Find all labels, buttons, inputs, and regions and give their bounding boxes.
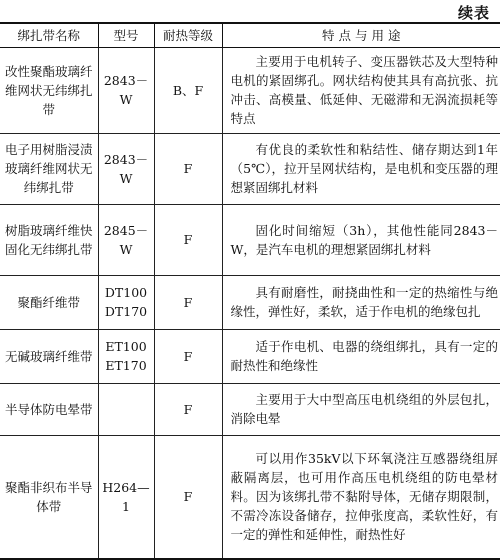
- cell-feature: 主要用于大中型高压电机绕组的外层包扎，消除电晕: [222, 383, 500, 435]
- cell-grade: F: [154, 383, 222, 435]
- cell-model: H264—1: [98, 435, 154, 559]
- binding-tape-table: [0, 22, 500, 560]
- cell-name: 电子用树脂浸渍玻璃纤维网状无纬绑扎带: [0, 133, 98, 204]
- cell-feature: 固化时间缩短（3h），其他性能同2843－W，是汽车电机的理想紧固绑扎材料: [222, 204, 500, 275]
- cell-name: 半导体防电晕带: [0, 383, 98, 435]
- cell-grade: F: [154, 329, 222, 383]
- cell-grade: F: [154, 204, 222, 275]
- table-row: [0, 383, 500, 435]
- cell-name: 聚酯纤维带: [0, 275, 98, 329]
- cell-name: 树脂玻璃纤维快固化无纬绑扎带: [0, 204, 98, 275]
- cell-feature: 可以用作35kV以下环氧浇注互感器绕组屏蔽隔离层，也可用作高压电机绕组的防电晕材料。因为该绑扎带不黏附导体，无储存期限制，不需冷冻设备储存，拉伸张度高，柔软性好，有一定的弹性和延伸性，耐热性好: [222, 435, 500, 559]
- table-row: [0, 204, 500, 275]
- table-header-row: [0, 23, 500, 47]
- table-row: [0, 47, 500, 133]
- cell-model: 2843－W: [98, 47, 154, 133]
- table-row: [0, 275, 500, 329]
- cell-feature: 适于作电机、电器的绕组绑扎，具有一定的耐热性和绝缘性: [222, 329, 500, 383]
- cell-feature: 有优良的柔软性和粘结性、储存期达到1年（5℃），拉开呈网状结构，是电机和变压器的理想紧固绑扎材料: [222, 133, 500, 204]
- header-model: 型号: [98, 23, 154, 47]
- continued-label: 续表: [457, 4, 490, 22]
- cell-grade: F: [154, 435, 222, 559]
- cell-name: 改性聚酯玻璃纤维网状无纬绑扎带: [0, 47, 98, 133]
- cell-grade: F: [154, 275, 222, 329]
- header-grade: 耐热等级: [154, 23, 222, 47]
- cell-model: ET100 ET170: [98, 329, 154, 383]
- cell-grade: F: [154, 133, 222, 204]
- cell-model: DT100 DT170: [98, 275, 154, 329]
- cell-grade: B、F: [154, 47, 222, 133]
- header-name: 绑扎带名称: [0, 23, 98, 47]
- cell-name: 聚酯非织布半导体带: [0, 435, 98, 559]
- cell-name: 无碱玻璃纤维带: [0, 329, 98, 383]
- cell-model: [98, 383, 154, 435]
- cell-model: 2843－W: [98, 133, 154, 204]
- table-row: [0, 329, 500, 383]
- table-row: [0, 133, 500, 204]
- table-row: [0, 435, 500, 559]
- cell-feature: 主要用于电机转子、变压器铁芯及大型特种电机的紧固绑孔。网状结构使其具有高抗张、抗冲击、高模量、低延伸、无磁滞和无涡流损耗等特点: [222, 47, 500, 133]
- cell-model: 2845－W: [98, 204, 154, 275]
- header-feature: 特 点 与 用 途: [222, 23, 500, 47]
- cell-feature: 具有耐磨性，耐挠曲性和一定的热缩性与绝缘性，弹性好，柔软，适于作电机的绝缘包扎: [222, 275, 500, 329]
